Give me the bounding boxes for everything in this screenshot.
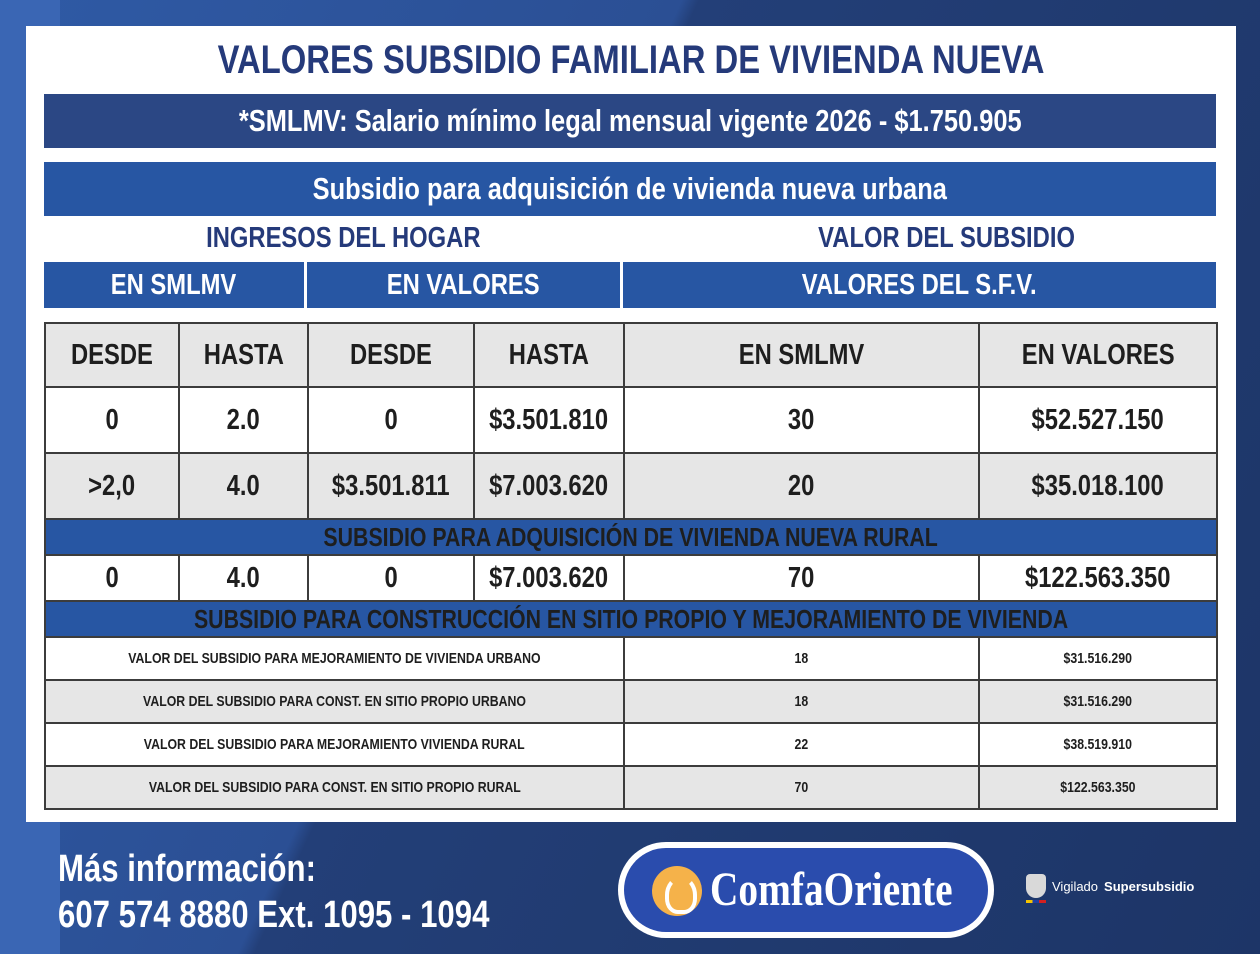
smlmv-band	[44, 94, 1216, 148]
table-cell: 18	[624, 637, 979, 680]
content-card	[26, 26, 1236, 822]
page-title: VALORES SUBSIDIO FAMILIAR DE VIVIENDA NUEVA	[217, 38, 1045, 82]
table-cell: 20	[624, 453, 979, 519]
table-cell: 22	[624, 723, 979, 766]
valores-sfv-header-text: VALORES DEL S.F.V.	[802, 269, 1037, 301]
ingresos-header-text: INGRESOS DEL HOGAR	[205, 222, 481, 254]
table-cell: 30	[624, 387, 979, 453]
valor-header-text: VALOR DEL SUBSIDIO	[818, 222, 1076, 254]
table-cell: 0	[308, 387, 474, 453]
table-cell: >2,0	[45, 453, 179, 519]
table-cell: $7.003.620	[474, 555, 624, 601]
valores-sfv-header	[623, 262, 1216, 308]
table-row	[45, 637, 1217, 680]
en-smlmv-header-text: EN SMLMV	[111, 269, 237, 301]
header-cell: DESDE	[308, 323, 474, 387]
table-cell: 2.0	[179, 387, 308, 453]
header-cell: EN SMLMV	[624, 323, 979, 387]
shield-icon	[1026, 874, 1046, 898]
table-cell: $3.501.811	[308, 453, 474, 519]
table-row	[45, 387, 1217, 453]
table-cell: 0	[45, 555, 179, 601]
table-cell: 4.0	[179, 555, 308, 601]
table-cell: $122.563.350	[979, 766, 1217, 809]
vigilado-badge	[1026, 874, 1194, 898]
subsidy-table	[44, 322, 1218, 810]
vigilado-brand: Supersubsidio	[1104, 878, 1195, 894]
footer-info	[58, 846, 584, 938]
table-cell: VALOR DEL SUBSIDIO PARA CONST. EN SITIO PROPIO URBANO	[45, 680, 624, 723]
table-cell: VALOR DEL SUBSIDIO PARA MEJORAMIENTO VIVIENDA RURAL	[45, 723, 624, 766]
table-cell: 70	[624, 555, 979, 601]
table-cell: $31.516.290	[979, 637, 1217, 680]
table-row	[45, 766, 1217, 809]
table-row	[45, 680, 1217, 723]
header-cell: HASTA	[474, 323, 624, 387]
header-cell: EN VALORES	[979, 323, 1217, 387]
logo-inner	[624, 848, 988, 932]
vigilado-prefix: Vigilado	[1052, 878, 1099, 894]
header-cell: DESDE	[45, 323, 179, 387]
construccion-header-row	[45, 601, 1217, 637]
en-valores-header	[307, 262, 620, 308]
table-cell: 70	[624, 766, 979, 809]
logo-mark-icon	[652, 866, 702, 916]
table-cell: $122.563.350	[979, 555, 1217, 601]
rural-header-row	[45, 519, 1217, 555]
table-cell: $52.527.150	[979, 387, 1217, 453]
ingresos-header	[44, 222, 642, 255]
urbana-band	[44, 162, 1216, 216]
sub-header-row	[44, 262, 1216, 308]
phone-number[interactable]: 607 574 8880 Ext. 1095 - 1094	[58, 894, 490, 936]
info-label: Más información:	[58, 848, 316, 890]
table-cell: 0	[45, 387, 179, 453]
urbana-band-text: Subsidio para adquisición de vivienda nueva urbana	[312, 171, 948, 206]
table-cell: $38.519.910	[979, 723, 1217, 766]
table-row	[45, 453, 1217, 519]
table-cell: $31.516.290	[979, 680, 1217, 723]
smlmv-band-text: *SMLMV: Salario mínimo legal mensual vigente 2026 - $1.750.905	[238, 103, 1022, 138]
table-cell: 18	[624, 680, 979, 723]
table-row	[45, 555, 1217, 601]
table-cell: VALOR DEL SUBSIDIO PARA CONST. EN SITIO PROPIO RURAL	[45, 766, 624, 809]
table-cell: $35.018.100	[979, 453, 1217, 519]
table-cell: $7.003.620	[474, 453, 624, 519]
rural-header: SUBSIDIO PARA ADQUISICIÓN DE VIVIENDA NUEVA RURAL	[45, 519, 1217, 555]
table-cell: 4.0	[179, 453, 308, 519]
en-valores-header-text: EN VALORES	[387, 269, 540, 301]
table-header-row	[45, 323, 1217, 387]
table-cell: $3.501.810	[474, 387, 624, 453]
en-smlmv-header	[44, 262, 304, 308]
table-cell: VALOR DEL SUBSIDIO PARA MEJORAMIENTO DE VIVIENDA URBANO	[45, 637, 624, 680]
comfaoriente-logo	[618, 842, 994, 938]
valor-header	[622, 222, 1260, 255]
header-cell: HASTA	[179, 323, 308, 387]
table-cell: 0	[308, 555, 474, 601]
construccion-header: SUBSIDIO PARA CONSTRUCCIÓN EN SITIO PROPIO Y MEJORAMIENTO DE VIVIENDA	[45, 601, 1217, 637]
table-row	[45, 723, 1217, 766]
logo-text: ComfaOriente	[710, 863, 953, 916]
